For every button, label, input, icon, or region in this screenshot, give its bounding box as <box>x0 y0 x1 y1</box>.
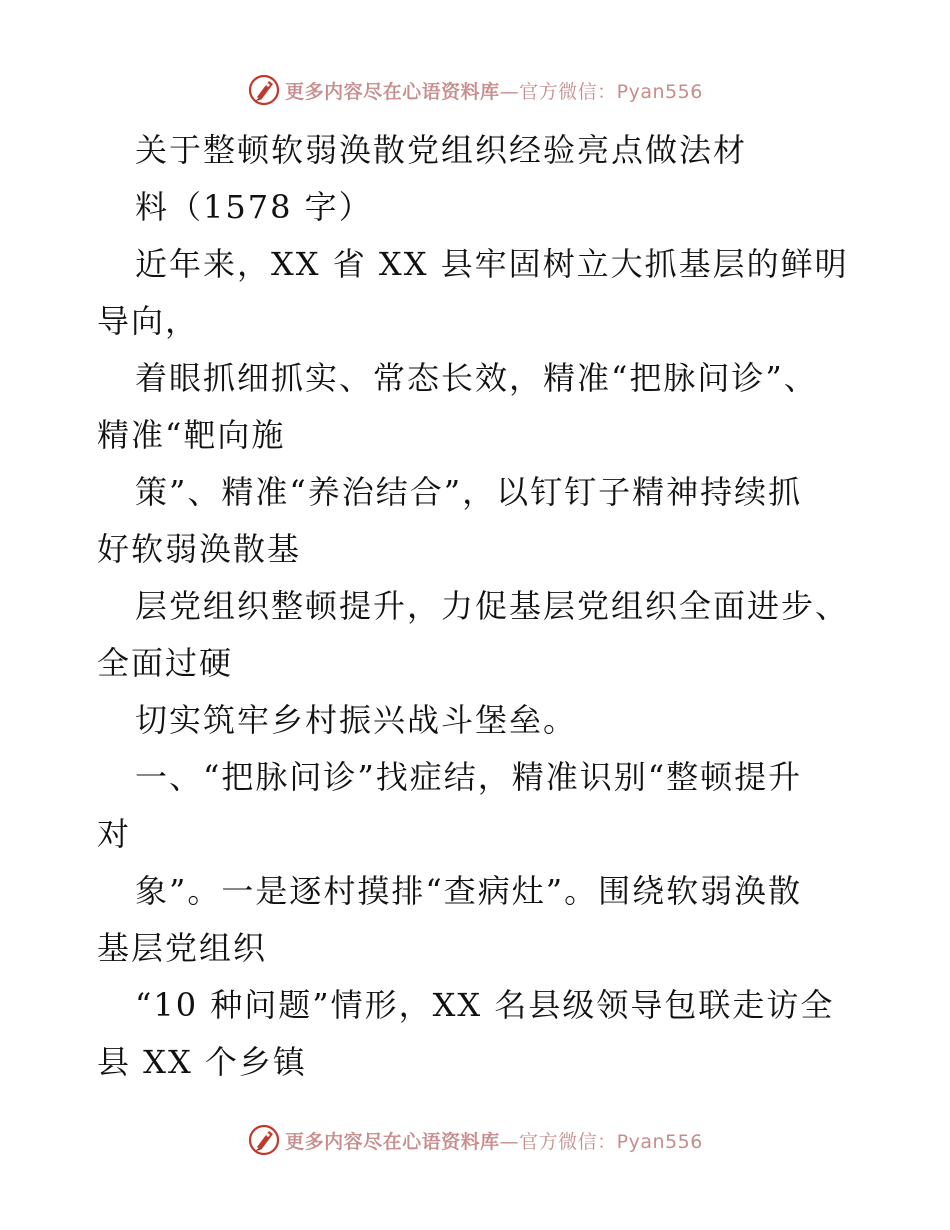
paragraph-line: 层党组织整顿提升，力促基层党组织全面进步、 <box>135 587 850 625</box>
watermark-banner-top <box>0 70 950 110</box>
section-heading-line: 一、“把脉问诊”找症结，精准识别“整顿提升 <box>135 758 803 796</box>
paragraph-line: 基层党组织 <box>97 929 268 967</box>
document-title-line-1: 关于整顿软弱涣散党组织经验亮点做法材 <box>135 131 748 169</box>
paragraph-line: 着眼抓细抓实、常态长效，精准“把脉问诊”、 <box>135 359 818 397</box>
paragraph-line: 导向， <box>97 302 200 340</box>
fountain-pen-circle-icon <box>247 1123 281 1157</box>
document-title-line-2: 料（1578 字） <box>135 188 373 226</box>
watermark-brand: 更多内容尽在心语资料库 <box>285 80 500 103</box>
watermark-brand: 更多内容尽在心语资料库 <box>285 1130 500 1153</box>
watermark-banner-bottom <box>0 1120 950 1160</box>
watermark-contact: 官方微信：Pyan556 <box>519 80 703 103</box>
paragraph-line: 县 XX 个乡镇 <box>97 1043 307 1081</box>
paragraph-line: 全面过硬 <box>97 644 234 682</box>
watermark-text <box>285 1127 703 1154</box>
watermark-separator: — <box>499 1130 520 1153</box>
paragraph-line: 切实筑牢乡村振兴战斗堡垒。 <box>135 701 578 739</box>
document-body <box>97 122 867 1091</box>
paragraph-line: 策”、精准“养治结合”，以钉钉子精神持续抓 <box>135 473 803 511</box>
paragraph-line: “10 种问题”情形，XX 名县级领导包联走访全 <box>135 986 835 1024</box>
fountain-pen-circle-icon <box>247 73 281 107</box>
watermark-contact: 官方微信：Pyan556 <box>519 1130 703 1153</box>
watermark-separator: — <box>499 80 520 103</box>
watermark-text <box>285 77 703 104</box>
paragraph-line: 象”。一是逐村摸排“查病灶”。围绕软弱涣散 <box>135 872 803 910</box>
paragraph-line: 近年来，XX 省 XX 县牢固树立大抓基层的鲜明 <box>135 245 849 283</box>
paragraph-line: 精准“靶向施 <box>97 416 286 454</box>
section-heading-line: 对 <box>97 815 132 853</box>
paragraph-line: 好软弱涣散基 <box>97 530 302 568</box>
